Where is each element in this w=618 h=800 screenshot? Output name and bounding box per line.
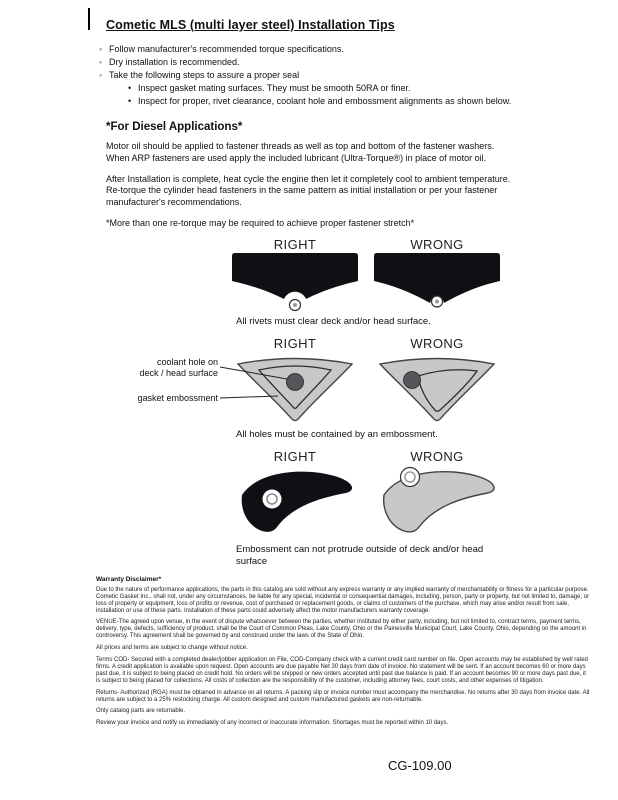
list-item (99, 43, 594, 56)
wrong-label: WRONG (410, 448, 464, 464)
warranty-paragraph: Due to the nature of performance applications, the parts in this catalog are sold without any express warranty or any implied warranty of merchantability or fitness for a particular purpose. Cometic Gasket Inc., shall not, under any circumstances, be liable for any special, incidental or consequential damages, including, person, party or property, but not limited to, damage, or loss of property or equipment, loss of profits or revenue, cost of purchased or replacement goods, or claims of customers of the purchase, which may arise and/or result from sale, installation or use of these parts. Installation of these parts could adversely affect the motor manufacturers warranty coverage. (96, 586, 590, 614)
diesel-applications-heading: *For Diesel Applications* (106, 121, 243, 133)
page-title: Cometic MLS (multi layer steel) Installation Tips (106, 18, 395, 32)
diagram-caption-protrude: Embossment can not protrude outside of deck and/or head surface (236, 543, 484, 567)
list-item (99, 56, 594, 69)
diagram-caption-holes: All holes must be contained by an embossment. (236, 428, 438, 440)
callout-embossment-label: gasket embossment (137, 392, 218, 403)
coolant-hole (404, 371, 421, 388)
right-label: RIGHT (273, 236, 317, 252)
diagram-rivet-right (232, 253, 358, 313)
tips-list (96, 43, 594, 108)
tips-sublist (128, 82, 594, 108)
retorque-note: *More than one re-torque may be required to achieve proper fastener stretch* (106, 217, 415, 228)
diagram-protrude-wrong (374, 465, 500, 541)
callout-text: deck / head surface (139, 367, 218, 378)
warranty-paragraph: Review your invoice and notify us immediately of any incorrect or inaccurate information. Shortages must be reported within 10 days. (96, 720, 449, 727)
list-item (99, 69, 594, 108)
diagram-caption-rivets: All rivets must clear deck and/or head surface. (236, 315, 431, 327)
rivet-center (293, 303, 297, 307)
deck-shape (242, 471, 352, 531)
embossment-hole (263, 489, 282, 508)
right-label: RIGHT (273, 335, 317, 351)
diagram-embossment-right (232, 352, 358, 426)
list-item (128, 82, 594, 95)
deck-shape (384, 471, 494, 531)
rivet-center (435, 299, 439, 303)
warranty-paragraph: Returns- Authorized (RGA) must be obtained in advance on all returns. A packing slip or invoice number must accompany the merchandise. No returns after 30 days from invoice date. All returns are subject to a 25% restocking charge. All custom designed and custom manufactured gaskets are non-returnable. (96, 689, 590, 703)
warranty-paragraph: VENUE-The agreed upon venue, in the event of dispute whatsoever between the parties, whether instituted by either party, including, but not limited to, contract terms, payment terms, delivery, type, defects, sufficiency of product, shall be the Court of Common Pleas, Lake County, Ohio or the Painesville Municipal Court, Lake County, Ohio, depending on the amount in controversy. This agreement shall be governed by and construed under the laws of the State of Ohio. (96, 619, 587, 640)
deck-shape (232, 253, 358, 299)
diagram-row3 (232, 465, 594, 541)
bullet-text: Follow manufacturer's recommended torque specifications. (109, 44, 344, 54)
embossment-hole (401, 467, 420, 486)
bullet-text: Inspect for proper, rivet clearance, coolant hole and embossment alignments as shown below. (138, 96, 512, 106)
warranty-section (96, 576, 590, 728)
wrong-label: WRONG (410, 236, 464, 252)
callout-text: coolant hole on (156, 356, 218, 367)
warranty-paragraph: Only catalog parts are returnable. (96, 708, 186, 715)
paragraph-retorque: After Installation is complete, heat cycle the engine then let it completely cool to ambient temperature. Re-torque the cylinder head fasteners in the same pattern as initial installation or per your fastener manufacturer's recommendations. (106, 173, 511, 208)
coolant-hole (287, 373, 304, 390)
page-number: CG-109.00 (388, 758, 452, 773)
list-item (128, 95, 594, 108)
diagram-row3-headers (232, 449, 594, 465)
diagram-row2-headers (232, 336, 594, 352)
bullet-text: Take the following steps to assure a proper seal (109, 70, 300, 80)
bullet-text: Inspect gasket mating surfaces. They must be smooth 50RA or finer. (138, 83, 411, 93)
diagram-embossment-wrong (374, 352, 500, 426)
diagram-row1 (232, 253, 594, 313)
crop-mark (88, 8, 90, 30)
diagram-protrude-right (232, 465, 358, 541)
diagram-row1-headers (232, 237, 594, 253)
wrong-label: WRONG (410, 335, 464, 351)
warranty-paragraph: All prices and terms are subject to change without notice. (96, 645, 248, 652)
diagram-section (106, 237, 594, 568)
paragraph-motor-oil: Motor oil should be applied to fastener threads as well as top and bottom of the fastener washers. When ARP fasteners are used apply the included lubricant (Ultra-Torque®) in place of motor oil. (106, 141, 495, 163)
callout-coolant-hole-label (106, 357, 218, 379)
page-content (96, 18, 594, 732)
warranty-paragraph: Terms COD- Secured with a completed dealer/jobber application on File, COD-Company check with a current credit card number on file. Open accounts may be established by well rated firms. A credit application is available upon request. Open accounts are due payable Net 30 days from date of invoice. No statement will be sent. If an account becomes 60 or more days past due, it is subject to being placed on credit hold. No orders will be shipped or new orders accepted until past due balance is paid. If an account becomes 90 or more days past due, it is subject to being placed for collections. All costs of collection are the responsibility of the customer, including attorney fees, court costs, and other expenses of litigation. (96, 657, 588, 684)
warranty-heading: Warranty Disclaimer* (96, 575, 162, 583)
bullet-text: Dry installation is recommended. (109, 57, 240, 67)
right-label: RIGHT (273, 448, 317, 464)
diagram-rivet-wrong (374, 253, 500, 313)
diagram-row2 (232, 352, 594, 426)
